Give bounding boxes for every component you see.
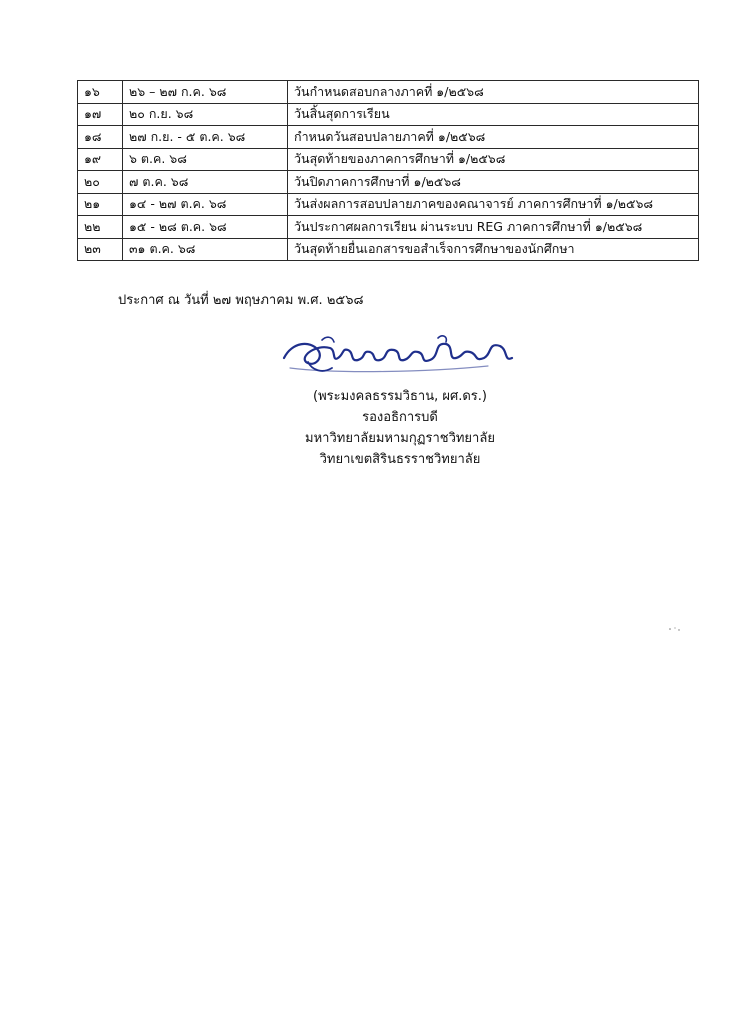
row-date: ๑๕ - ๒๘ ต.ค. ๖๘ — [123, 216, 288, 239]
table-row — [78, 171, 699, 194]
table-row — [78, 103, 699, 126]
row-date: ๒๖ – ๒๗ ก.ค. ๖๘ — [123, 81, 288, 104]
row-date: ๓๑ ต.ค. ๖๘ — [123, 238, 288, 261]
row-date: ๗ ต.ค. ๖๘ — [123, 171, 288, 194]
signer-name: (พระมงคลธรรมวิธาน, ผศ.ดร.) — [313, 389, 487, 404]
row-date: ๒๐ ก.ย. ๖๘ — [123, 103, 288, 126]
row-date: ๒๗ ก.ย. - ๕ ต.ค. ๖๘ — [123, 126, 288, 149]
scan-specks — [668, 626, 682, 632]
row-number: ๒๐ — [78, 171, 123, 194]
signer-campus: วิทยาเขตสิรินธรราชวิทยาลัย — [319, 452, 481, 467]
table-row — [78, 126, 699, 149]
row-number: ๒๒ — [78, 216, 123, 239]
announcement-date-line: ประกาศ ณ วันที่ ๒๗ พฤษภาคม พ.ศ. ๒๕๖๘ — [118, 293, 364, 308]
signer-position: รองอธิการบดี — [362, 410, 438, 425]
row-activity: กำหนดวันสอบปลายภาคที่ ๑/๒๕๖๘ — [288, 126, 699, 149]
signer-university: มหาวิทยาลัยมหามกุฏราชวิทยาลัย — [305, 431, 495, 446]
signer-block — [250, 386, 550, 470]
row-activity: วันประกาศผลการเรียน ผ่านระบบ REG ภาคการศึกษาที่ ๑/๒๕๖๘ — [288, 216, 699, 239]
row-activity: วันสุดท้ายของภาคการศึกษาที่ ๑/๒๕๖๘ — [288, 148, 699, 171]
academic-calendar-table — [77, 80, 699, 261]
row-number: ๒๓ — [78, 238, 123, 261]
handwritten-signature — [278, 328, 518, 380]
table-row — [78, 81, 699, 104]
row-number: ๑๘ — [78, 126, 123, 149]
row-number: ๑๙ — [78, 148, 123, 171]
table-row — [78, 148, 699, 171]
row-number: ๑๖ — [78, 81, 123, 104]
row-activity: วันกำหนดสอบกลางภาคที่ ๑/๒๕๖๘ — [288, 81, 699, 104]
table-row — [78, 193, 699, 216]
row-date: ๑๔ - ๒๗ ต.ค. ๖๘ — [123, 193, 288, 216]
row-activity: วันสิ้นสุดการเรียน — [288, 103, 699, 126]
table-row — [78, 216, 699, 239]
row-number: ๑๗ — [78, 103, 123, 126]
row-number: ๒๑ — [78, 193, 123, 216]
table-row — [78, 238, 699, 261]
row-date: ๖ ต.ค. ๖๘ — [123, 148, 288, 171]
row-activity: วันปิดภาคการศึกษาที่ ๑/๒๕๖๘ — [288, 171, 699, 194]
row-activity: วันส่งผลการสอบปลายภาคของคณาจารย์ ภาคการศึกษาที่ ๑/๒๕๖๘ — [288, 193, 699, 216]
row-activity: วันสุดท้ายยื่นเอกสารขอสำเร็จการศึกษาของนักศึกษา — [288, 238, 699, 261]
